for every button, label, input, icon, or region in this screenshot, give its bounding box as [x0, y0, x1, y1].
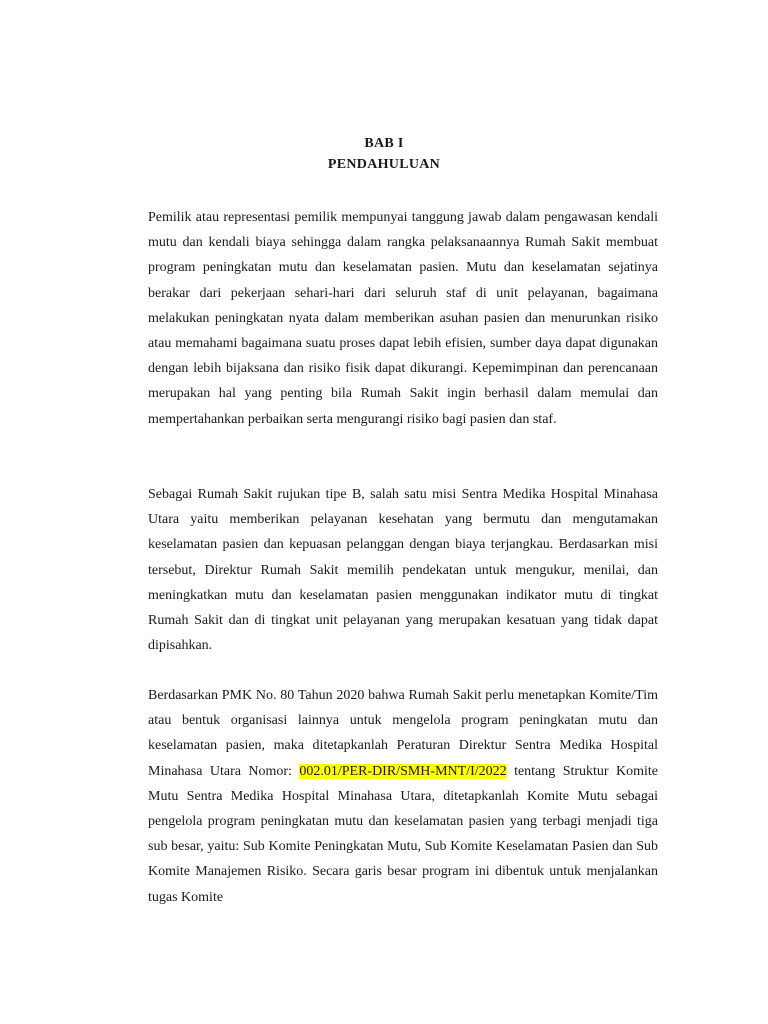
paragraph-2: Sebagai Rumah Sakit rujukan tipe B, salah satu misi Sentra Medika Hospital Minahasa Utara yaitu memberikan pelayanan kesehatan yang bermutu dan mengutamakan keselamatan pasien dan kepuasan pelanggan dengan biaya terjangkau. Berdasarkan misi tersebut, Direktur Rumah Sakit memilih pendekatan untuk mengukur, menilai, dan meningkatkan mutu dan keselamatan pasien menggunakan indikator mutu di tingkat Rumah Sakit dan di tingkat unit pelayanan yang merupakan kesatuan yang tidak dapat dipisahkan. [148, 487, 658, 654]
paragraph-3-text-after: tentang Struktur Komite Mutu Sentra Medika Hospital Minahasa Utara, ditetapkanlah Komite Mutu sebagai pengelola program peningkatan mutu dan keselamatan pasien yang terbagi menjadi tiga sub besar, yaitu: Sub Komite Peningkatan Mutu, Sub Komite Keselamatan Pasien dan Sub Komite Manajemen Risiko. Secara garis besar program ini dibentuk untuk menjalankan tugas Komite [148, 763, 658, 905]
chapter-number: BAB I [364, 136, 404, 151]
regulation-number-highlight: 002.01/PER-DIR/SMH-MNT/I/2022 [299, 763, 507, 779]
chapter-title: PENDAHULUAN [327, 157, 441, 172]
paragraph-3-text-before: Berdasarkan PMK No. 80 Tahun 2020 bahwa Rumah Sakit perlu menetapkan Komite/Tim atau bentuk organisasi lainnya untuk mengelola program peningkatan mutu dan keselamatan pasien, maka ditetapkanlah Peraturan Direktur Sentra Medika Hospital Minahasa Utara Nomor: [148, 688, 658, 779]
paragraph-1: Pemilik atau representasi pemilik mempunyai tanggung jawab dalam pengawasan kendali mutu dan kendali biaya sehingga dalam rangka pelaksanaannya Rumah Sakit membuat program peningkatan mutu dan keselamatan pasien. Mutu dan keselamatan sejatinya berakar dari pekerjaan sehari-hari dari seluruh staf di unit pelayanan, bagaimana melakukan peningkatan nyata dalam memberikan asuhan pasien dan menurunkan risiko atau memahami bagaimana suatu proses dapat lebih efisien, sumber daya dapat digunakan dengan lebih bijaksana dan risiko fisik dapat dikurangi. Kepemimpinan dan perencanaan merupakan hal yang penting bila Rumah Sakit ingin berhasil dalam memulai dan mempertahankan perbaikan serta mengurangi risiko bagi pasien dan staf. [148, 210, 658, 427]
paragraph-3 [148, 683, 658, 910]
